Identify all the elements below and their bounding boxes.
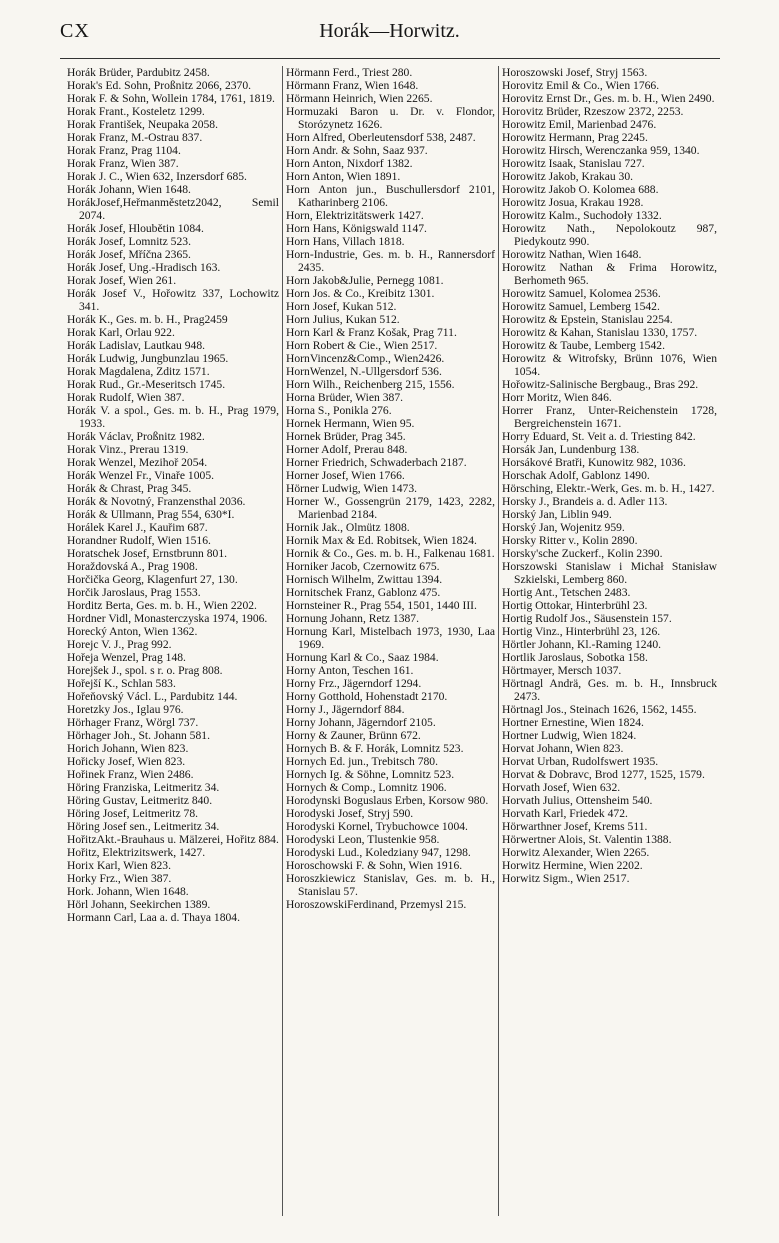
directory-entry: Höring Josef sen., Leitmeritz 34. xyxy=(67,820,220,833)
directory-entry: Horditz Berta, Ges. m. b. H., Wien 2202. xyxy=(67,599,257,612)
directory-entry: Höring Franziska, Leitmeritz 34. xyxy=(67,781,220,794)
directory-entry: Horodyski Kornel, Trybuchowce 1004. xyxy=(286,820,468,833)
directory-entry: Hornych Ed. jun., Trebitsch 780. xyxy=(286,755,439,768)
directory-entry: Horny Anton, Teschen 161. xyxy=(286,664,414,677)
directory-entry: Horowitz Nathan & Frima Horowitz, Berhometh 965. xyxy=(502,261,717,287)
directory-entry: Horowitz & Kahan, Stanislau 1330, 1757. xyxy=(502,326,698,339)
directory-entry: Horowitz Emil, Marienbad 2476. xyxy=(502,118,657,131)
directory-entry: Horský Jan, Liblin 949. xyxy=(502,508,612,521)
directory-entry: Horowitz & Taube, Lemberg 1542. xyxy=(502,339,665,352)
directory-entry: Horodynski Boguslaus Erben, Korsow 980. xyxy=(286,794,489,807)
directory-entry: Hörtmayer, Mersch 1037. xyxy=(502,664,622,677)
directory-entry: Horecký Anton, Wien 1362. xyxy=(67,625,198,638)
directory-entry: Horský Jan, Wojenitz 959. xyxy=(502,521,625,534)
directory-entry: Horowitz Samuel, Lemberg 1542. xyxy=(502,300,660,313)
directory-entry: Horsákové Bratři, Kunowitz 982, 1036. xyxy=(502,456,686,469)
directory-entry: Horsky Ritter v., Kolin 2890. xyxy=(502,534,638,547)
directory-entry: Horak Magdalena, Zditz 1571. xyxy=(67,365,210,378)
directory-entry: Horak František, Neupaka 2058. xyxy=(67,118,219,131)
directory-entry: Horner Josef, Wien 1766. xyxy=(286,469,405,482)
directory-entry: Horny Frz., Jägerndorf 1294. xyxy=(286,677,422,690)
directory-entry: Höring Gustav, Leitmeritz 840. xyxy=(67,794,213,807)
directory-entry: Hořeňovský Václ. L., Pardubitz 144. xyxy=(67,690,238,703)
directory-entry: Hortig Vinz., Hinterbrühl 23, 126. xyxy=(502,625,661,638)
directory-entry: Horak F. & Sohn, Wollein 1784, 1761, 1819. xyxy=(67,92,275,105)
directory-entry: Horn Hans, Villach 1818. xyxy=(286,235,405,248)
directory-entry: Hortig Ant., Tetschen 2483. xyxy=(502,586,631,599)
directory-entry: Horn Hans, Königswald 1147. xyxy=(286,222,427,235)
directory-entry: Hörsching, Elektr.-Werk, Ges. m. b. H., 1427. xyxy=(502,482,715,495)
directory-entry: Horálek Karel J., Kauřim 687. xyxy=(67,521,208,534)
directory-entry: Hornung Johann, Retz 1387. xyxy=(286,612,419,625)
directory-entry: Horvath Julius, Ottensheim 540. xyxy=(502,794,653,807)
directory-entry: Horna S., Ponikla 276. xyxy=(286,404,392,417)
directory-entry: Hormuzaki Baron u. Dr. v. Flondor, Storózynetz 1626. xyxy=(286,105,495,131)
directory-entry: Horák K., Ges. m. b. H., Prag2459 xyxy=(67,313,228,326)
directory-entry: Horák Wenzel Fr., Vinaře 1005. xyxy=(67,469,215,482)
directory-entry: Horovitz Emil & Co., Wien 1766. xyxy=(502,79,660,92)
directory-entry: Hořejší K., Schlan 583. xyxy=(67,677,176,690)
directory-entry: Hornek Brüder, Prag 345. xyxy=(286,430,406,443)
page-header xyxy=(0,20,779,50)
directory-entry: Horvat Johann, Wien 823. xyxy=(502,742,624,755)
directory-entry: Hornitschek Franz, Gablonz 475. xyxy=(286,586,441,599)
header-rule xyxy=(60,58,720,59)
directory-entry: Horny J., Jägerndorf 884. xyxy=(286,703,405,716)
directory-entry: Horn Jos. & Co., Kreibitz 1301. xyxy=(286,287,435,300)
directory-entry: Hořeja Wenzel, Prag 148. xyxy=(67,651,186,664)
column-2 xyxy=(282,66,498,1216)
directory-entry: Hormann Carl, Laa a. d. Thaya 1804. xyxy=(67,911,240,924)
directory-entry: Horsky J., Brandeis a. d. Adler 113. xyxy=(502,495,668,508)
directory-entry: Horwitz Sigm., Wien 2517. xyxy=(502,872,630,885)
page-number: CX xyxy=(60,20,90,42)
directory-entry: Hortig Rudolf Jos., Säusenstein 157. xyxy=(502,612,672,625)
directory-entry: Horák Václav, Proßnitz 1982. xyxy=(67,430,205,443)
directory-entry: Horowitz Josua, Krakau 1928. xyxy=(502,196,644,209)
directory-entry: Hornik & Co., Ges. m. b. H., Falkenau 1681. xyxy=(286,547,495,560)
directory-entry: Horowitz Jakob, Krakau 30. xyxy=(502,170,634,183)
directory-entry: Hornik Jak., Olmütz 1808. xyxy=(286,521,410,534)
directory-entry: Horowitz Samuel, Kolomea 2536. xyxy=(502,287,661,300)
directory-entry: Horky Frz., Wien 387. xyxy=(67,872,172,885)
directory-entry: Horák Josef V., Hořowitz 337, Lochowitz 341. xyxy=(67,287,279,313)
directory-entry: Horn Robert & Cie., Wien 2517. xyxy=(286,339,438,352)
directory-entry: Horwitz Alexander, Wien 2265. xyxy=(502,846,650,859)
directory-entry: Hörl Johann, Seekirchen 1389. xyxy=(67,898,211,911)
directory-entry: Hořicky Josef, Wien 823. xyxy=(67,755,186,768)
directory-entry: Horix Karl, Wien 823. xyxy=(67,859,171,872)
directory-entry: Hornisch Wilhelm, Zwittau 1394. xyxy=(286,573,443,586)
directory-entry: Hornych Ig. & Söhne, Lomnitz 523. xyxy=(286,768,455,781)
directory-entry: Horwitz Hermine, Wien 2202. xyxy=(502,859,643,872)
directory-entry: Horn Jakob&Julie, Pernegg 1081. xyxy=(286,274,444,287)
directory-entry: Horsky'sche Zuckerf., Kolin 2390. xyxy=(502,547,663,560)
directory-entry: Horak Josef, Wien 261. xyxy=(67,274,177,287)
directory-entry: Hörmann Ferd., Triest 280. xyxy=(286,66,413,79)
directory-entry: HoroszowskiFerdinand, Przemysl 215. xyxy=(286,898,467,911)
directory-entry: Hörwertner Alois, St. Valentin 1388. xyxy=(502,833,672,846)
directory-entry: Horák Brüder, Pardubitz 2458. xyxy=(67,66,210,79)
directory-entry: Horejc V. J., Prag 992. xyxy=(67,638,172,651)
directory-entry: Hořitz, Elektrizitswerk, 1427. xyxy=(67,846,206,859)
directory-entry: Horák Josef, Mříčna 2365. xyxy=(67,248,191,261)
directory-entry: Hortig Ottokar, Hinterbrühl 23. xyxy=(502,599,648,612)
directory-entry: Horn Anton, Nixdorf 1382. xyxy=(286,157,413,170)
directory-entry: Horák & Ullmann, Prag 554, 630*I. xyxy=(67,508,235,521)
directory-entry: Hörmann Heinrich, Wien 2265. xyxy=(286,92,433,105)
directory-entry: Hörwarthner Josef, Krems 511. xyxy=(502,820,648,833)
directory-entry: Hörtler Johann, Kl.-Raming 1240. xyxy=(502,638,662,651)
directory-entry: Horodyski Josef, Stryj 590. xyxy=(286,807,414,820)
directory-entry: Horn Anton, Wien 1891. xyxy=(286,170,401,183)
directory-entry: Hortner Ernestine, Wien 1824. xyxy=(502,716,644,729)
directory-entry: Horaždovská A., Prag 1908. xyxy=(67,560,198,573)
directory-entry: Horák & Chrast, Prag 345. xyxy=(67,482,192,495)
directory-entry: Hork. Johann, Wien 1648. xyxy=(67,885,189,898)
directory-entry: Horner W., Gossengrün 2179, 1423, 2282, Marienbad 2184. xyxy=(286,495,495,521)
directory-entry: Horodyski Lud., Koledziany 947, 1298. xyxy=(286,846,471,859)
directory-entry: Horovitz Brüder, Rzeszow 2372, 2253. xyxy=(502,105,684,118)
directory-entry: Horowitz & Epstein, Stanislau 2254. xyxy=(502,313,673,326)
directory-entry: Horčička Georg, Klagenfurt 27, 130. xyxy=(67,573,238,586)
directory-entry: Horna Brüder, Wien 387. xyxy=(286,391,404,404)
directory-entry: Horoszowski Josef, Stryj 1563. xyxy=(502,66,648,79)
directory-entry: Hornung Karl, Mistelbach 1973, 1930, Laa 1969. xyxy=(286,625,495,651)
directory-entry: Horszowski Stanislaw i Michał Stanisław Szkielski, Lemberg 860. xyxy=(502,560,717,586)
directory-entry: Horák Ladislav, Lautkau 948. xyxy=(67,339,206,352)
directory-entry: HořitzAkt.-Brauhaus u. Mälzerei, Hořitz 884. xyxy=(67,833,279,846)
directory-entry: Hörtnagl Andrä, Ges. m. b. H., Innsbruck 2473. xyxy=(502,677,717,703)
directory-entry: Horner Adolf, Prerau 848. xyxy=(286,443,408,456)
directory-entry: Horak Wenzel, Mezihoř 2054. xyxy=(67,456,208,469)
directory-entry: Horodyski Leon, Tlustenkie 958. xyxy=(286,833,440,846)
directory-entry: Horák Josef, Lomnitz 523. xyxy=(67,235,191,248)
directory-entry: Hortner Ludwig, Wien 1824. xyxy=(502,729,637,742)
directory-entry: Hornych B. & F. Horák, Lomnitz 523. xyxy=(286,742,464,755)
directory-entry: Horvath Josef, Wien 632. xyxy=(502,781,621,794)
directory-entry: Horák V. a spol., Ges. m. b. H., Prag 1979, 1933. xyxy=(67,404,279,430)
directory-entry: Hornek Hermann, Wien 95. xyxy=(286,417,415,430)
directory-entry: HornVincenz&Comp., Wien2426. xyxy=(286,352,445,365)
directory-entry: Horák Ludwig, Jungbunzlau 1965. xyxy=(67,352,229,365)
directory-entry: Horetzky Jos., Iglau 976. xyxy=(67,703,184,716)
directory-entry: Horowitz Nathan, Wien 1648. xyxy=(502,248,642,261)
directory-entry: Horn Andr. & Sohn, Saaz 937. xyxy=(286,144,428,157)
directory-entry: Horandner Rudolf, Wien 1516. xyxy=(67,534,211,547)
directory-entry: Horny & Zauner, Brünn 672. xyxy=(286,729,421,742)
directory-entry: HornWenzel, N.-Ullgersdorf 536. xyxy=(286,365,442,378)
directory-entry: Horák Josef, Ung.-Hradisch 163. xyxy=(67,261,221,274)
directory-entry: Hörhager Franz, Wörgl 737. xyxy=(67,716,199,729)
directory-entry: Höring Josef, Leitmeritz 78. xyxy=(67,807,199,820)
directory-entry: Horny Johann, Jägerndorf 2105. xyxy=(286,716,436,729)
directory-entry: Horowitz Hermann, Prag 2245. xyxy=(502,131,648,144)
directory-entry: Hornung Karl & Co., Saaz 1984. xyxy=(286,651,439,664)
directory-entry: Hořowitz-Salinische Bergbaug., Bras 292. xyxy=(502,378,699,391)
directory-entry: Horn Anton jun., Buschullersdorf 2101, Katharinberg 2106. xyxy=(286,183,495,209)
directory-entry: Horner Friedrich, Schwaderbach 2187. xyxy=(286,456,467,469)
directory-entry: Horniker Jacob, Czernowitz 675. xyxy=(286,560,440,573)
directory-entry: Horovitz Ernst Dr., Ges. m. b. H., Wien 2490. xyxy=(502,92,715,105)
directory-entry: Hornsteiner R., Prag 554, 1501, 1440 III. xyxy=(286,599,477,612)
directory-entry: Horowitz Jakob O. Kolomea 688. xyxy=(502,183,659,196)
directory-entry: Horak Rudolf, Wien 387. xyxy=(67,391,185,404)
directory-entry: Hornik Max & Ed. Robitsek, Wien 1824. xyxy=(286,534,477,547)
directory-entry: Hortlik Jaroslaus, Sobotka 158. xyxy=(502,651,648,664)
directory-entry: Horowitz & Witrofsky, Brünn 1076, Wien 1054. xyxy=(502,352,717,378)
directory-entry: Horak Karl, Orlau 922. xyxy=(67,326,175,339)
column-1 xyxy=(64,66,282,1216)
directory-entry: HorákJosef,Heřmanměstetz2042, Semil 2074. xyxy=(67,196,279,222)
directory-entry: Horich Johann, Wien 823. xyxy=(67,742,189,755)
directory-entry: Horak Rud., Gr.-Meseritsch 1745. xyxy=(67,378,226,391)
directory-entry: Horn Wilh., Reichenberg 215, 1556. xyxy=(286,378,455,391)
directory-entry: Hořinek Franz, Wien 2486. xyxy=(67,768,194,781)
directory-entry: Horak Franz, M.-Ostrau 837. xyxy=(67,131,203,144)
directory-entry: Horowitz Hirsch, Werenczanka 959, 1340. xyxy=(502,144,700,157)
directory-entry: Horny Gotthold, Hohenstadt 2170. xyxy=(286,690,448,703)
directory-entry: Horvat Urban, Rudolfswert 1935. xyxy=(502,755,659,768)
directory-entry: Horak Franz, Wien 387. xyxy=(67,157,179,170)
directory-entry: Hörtnagl Jos., Steinach 1626, 1562, 1455. xyxy=(502,703,697,716)
directory-entry: Horn, Elektrizitätswerk 1427. xyxy=(286,209,424,222)
directory-entry: Horr Moritz, Wien 846. xyxy=(502,391,612,404)
directory-entry: Horn Josef, Kukan 512. xyxy=(286,300,397,313)
directory-entry: Hörhager Joh., St. Johann 581. xyxy=(67,729,210,742)
directory-entry: Horák Johann, Wien 1648. xyxy=(67,183,191,196)
directory-entry: Horak J. C., Wien 632, Inzersdorf 685. xyxy=(67,170,247,183)
directory-entry: Hornych & Comp., Lomnitz 1906. xyxy=(286,781,447,794)
directory-entry: Hörmann Franz, Wien 1648. xyxy=(286,79,419,92)
directory-entry: Horatschek Josef, Ernstbrunn 801. xyxy=(67,547,228,560)
directory-entry: Horn-Industrie, Ges. m. b. H., Rannersdorf 2435. xyxy=(286,248,495,274)
directory-entry: Horak Vinz., Prerau 1319. xyxy=(67,443,189,456)
directory-entry: Horschak Adolf, Gablonz 1490. xyxy=(502,469,650,482)
directory-entry: Hordner Vidl, Monasterczyska 1974, 1906. xyxy=(67,612,268,625)
directory-entry: Horak Frant., Kosteletz 1299. xyxy=(67,105,205,118)
directory-entry: Horoschowski F. & Sohn, Wien 1916. xyxy=(286,859,463,872)
directory-entry: Horn Julius, Kukan 512. xyxy=(286,313,400,326)
directory-entry: Horowitz Nath., Nepolokoutz 987, Piedykoutz 990. xyxy=(502,222,717,248)
page-title: Horák—Horwitz. xyxy=(319,20,460,42)
directory-entry: Horn Alfred, Oberleutensdorf 538, 2487. xyxy=(286,131,476,144)
directory-entry: Horak Franz, Prag 1104. xyxy=(67,144,181,157)
directory-entry: Horčik Jaroslaus, Prag 1553. xyxy=(67,586,201,599)
directory-entry: Horowitz Isaak, Stanislau 727. xyxy=(502,157,645,170)
directory-entry: Hörner Ludwig, Wien 1473. xyxy=(286,482,418,495)
directory-entry: Horak's Ed. Sohn, Proßnitz 2066, 2370. xyxy=(67,79,252,92)
directory-columns xyxy=(64,66,720,1216)
directory-entry: Horrer Franz, Unter-Reichenstein 1728, Bergreichenstein 1671. xyxy=(502,404,717,430)
directory-entry: Horsák Jan, Lundenburg 138. xyxy=(502,443,640,456)
directory-entry: Horák Josef, Hloubětin 1084. xyxy=(67,222,204,235)
column-3 xyxy=(498,66,720,1216)
directory-entry: Horowitz Kalm., Suchodoły 1332. xyxy=(502,209,662,222)
directory-entry: Horvat & Dobravc, Brod 1277, 1525, 1579. xyxy=(502,768,705,781)
directory-entry: Horejšek J., spol. s r. o. Prag 808. xyxy=(67,664,223,677)
directory-entry: Horák & Novotný, Franzensthal 2036. xyxy=(67,495,246,508)
directory-entry: Horoszkiewicz Stanislav, Ges. m. b. H., Stanislau 57. xyxy=(286,872,495,898)
directory-entry: Horry Eduard, St. Veit a. d. Triesting 842. xyxy=(502,430,696,443)
directory-entry: Horvath Karl, Friedek 472. xyxy=(502,807,628,820)
directory-entry: Horn Karl & Franz Košak, Prag 711. xyxy=(286,326,457,339)
